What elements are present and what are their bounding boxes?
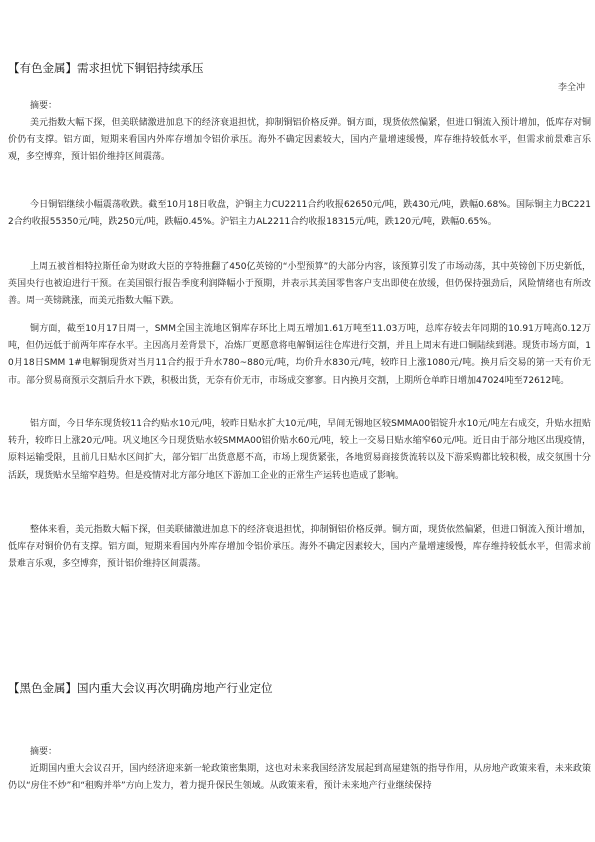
abstract-text: 美元指数大幅下探，但美联储激进加息下的经济衰退担忧，抑制铜铝价格反弹。铜方面，现货依然偏紧，但进口铜流入预计增加，低库存对铜价仍有支撑。铝方面，短期来看国内外库存增加令铝价承压。海外不确定因素较大，国内产量增速缓慢，库存维持较低水平，但需求前景难言乐观，多空博弈，预计铝价维持区间震荡。 [8,118,591,163]
paragraph-macro: 上周五被首相特拉斯任命为财政大臣的亨特推翻了450亿英镑的“小型预算”的大部分内容，该预算引发了市场动荡，其中英镑创下历史新低，英国央行也被迫进行干预。在美国银行报告季度利润降幅小于预期，并表示其美国零售客户支出即使在放缓，但仍保持强劲后，风险情绪也有所改善。周一英镑跳涨，而美元指数大幅下跌。 [8,262,591,307]
paragraph-summary: 整体来看，美元指数大幅下探，但美联储激进加息下的经济衰退担忧，抑制铜铝价格反弹。铜方面，现货依然偏紧，但进口铜流入预计增加，低库存对铜价仍有支撑。铝方面，短期来看国内外库存增加令铝价承压。海外不确定因素较大，国内产量增速缓慢，库存维持较低水平，但需求前景难言乐观，多空博弈，预计铝价维持区间震荡。 [8,525,591,570]
paragraph-aluminum: 铝方面，今日华东现货较11合约贴水10元/吨，较昨日贴水扩大10元/吨，早间无锡地区较SMMA00铝锭升水10元/吨左右成交，升贴水扭贴转升，较昨日上涨20元/吨。巩义地区今日现货贴水较SMMA00铝价贴水60元/吨，较上一交易日贴水缩窄60元/吨。近日由于部分地区出现疫情，原料运输受限，且前几日贴水区间扩大，部分铝厂出货意愿不高，市场上现货紧张，各地贸易商接货流转以及下游采购都比较积极，成交氛围十分活跃，现货贴水呈缩窄趋势。但是疫情对北方部分地区下游加工企业的正常生产运转也造成了影响。 [8,419,591,481]
section-title-ferrous: 【黑色金属】国内重大会议再次明确房地产行业定位 [8,681,273,695]
section-title-nonferrous: 【有色金属】需求担忧下铜铝持续承压 [8,61,204,75]
paragraph-copper: 铜方面，截至10月17日周一，SMM全国主流地区铜库存环比上周五增加1.61万吨至11.03万吨，总库存较去年同期的10.91万吨高0.12万吨，但仍远低于前两年库存水平。主因高月差背景下，冶炼厂更愿意将电解铜运往仓库进行交割，并且上周末有进口铜陆续到港。现货市场方面，10月18日SMM 1#电解铜现货对当月11合约报于升水780~880元/吨，均价升水830元/吨，较昨日上涨1080元/吨。换月后交易的第一天有价无市。部分贸易商预示交割后升水下跌，积极出货，无奈有价无市，市场成交寥寥。日内换月交割，上期所仓单昨日增加47024吨至72612吨。 [8,324,591,386]
abstract-text: 近期国内重大会议召开，国内经济迎来新一轮政策密集期，这也对未来我国经济发展起到高屋建瓴的指导作用，从房地产政策来看，未来政策仍以“房住不炒”和“租购并举”方向上发力，着力提升保民生领域。从政策来看，预计未来地产行业继续保持 [8,764,591,792]
paragraph-market-close: 今日铜铝继续小幅震荡收跌。截至10月18日收盘，沪铜主力CU2211合约收报62650元/吨，跌430元/吨，跌幅0.68%。国际铜主力BC2212合约收报55350元/吨，跌250元/吨，跌幅0.45%。沪铝主力AL2211合约收报18315元/吨，跌120元/吨，跌幅0.65%。 [8,200,591,228]
abstract-label: 摘要： [30,747,58,757]
author-name: 李全冲 [557,83,585,93]
abstract-label: 摘要： [30,101,58,111]
